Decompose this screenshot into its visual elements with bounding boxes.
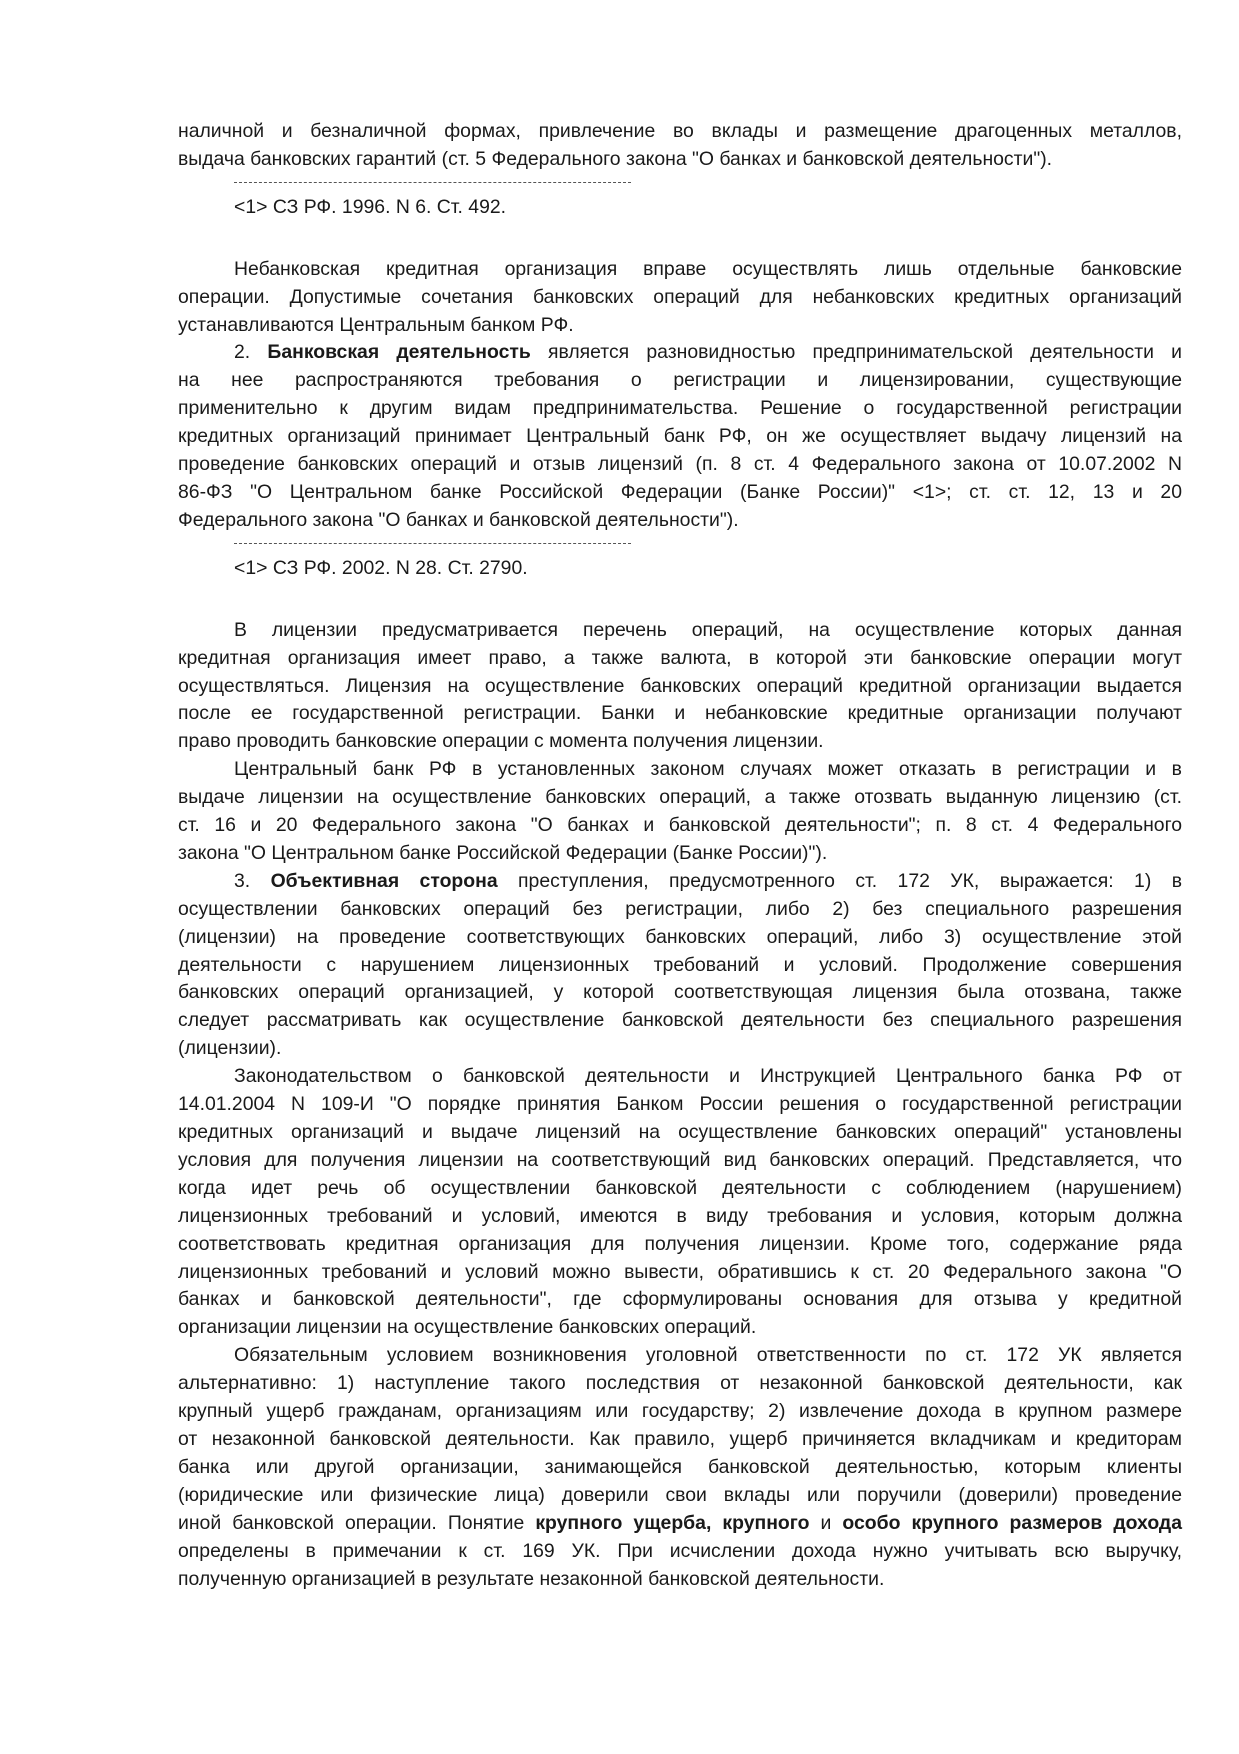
paragraph — [178, 1063, 1182, 1342]
paragraph — [178, 756, 1182, 868]
term-bold: крупного ущерба — [535, 1511, 706, 1534]
text-line — [178, 339, 1182, 367]
text-line: от незаконной банковской деятельности. Как правило, ущерб причиняется вкладчикам и кредиторам — [178, 1427, 1182, 1450]
text-line: 86-ФЗ "О Центральном банке Российской Федерации (Банке России)" <1>; ст. ст. 12, 13 и 20 — [178, 480, 1182, 503]
paragraph — [178, 1342, 1182, 1593]
text-line: устанавливаются Центральным банком РФ. — [178, 313, 574, 336]
text-line: кредитных организаций принимает Центральный банк РФ, он же осуществляет выдачу лицензий на — [178, 425, 1182, 448]
text-line: (лицензии). — [178, 1037, 282, 1060]
text-line: банках и банковской деятельности", где сформулированы основания для отзыва у кредитной — [178, 1288, 1182, 1311]
text-line: проведение банковских операций и отзыв лицензий (п. 8 ст. 4 Федерального закона от 10.07.2002 N — [178, 453, 1182, 476]
text-line: право проводить банковские операции с момента получения лицензии. — [178, 730, 824, 753]
text-line: условия для получения лицензии на соответствующий вид банковских операций. Представляется, что — [178, 1148, 1182, 1171]
text-line: закона "О Центральном банке Российской Федерации (Банке России)"). — [178, 841, 828, 864]
text-line — [178, 868, 1182, 896]
text-line: соответствовать кредитная организация для получения лицензии. Кроме того, содержание ряда — [178, 1232, 1182, 1255]
text-line: кредитная организация имеет право, а также валюта, в которой эти банковские операции могут — [178, 646, 1182, 669]
text-run: преступления, предусмотренного ст. 172 УК, выражается: 1) в — [518, 869, 1182, 892]
text-line: осуществляться. Лицензия на осуществление банковских операций кредитной организации выдается — [178, 674, 1182, 697]
text-line: организации лицензии на осуществление банковских операций. — [178, 1316, 757, 1339]
text-line: выдача банковских гарантий (ст. 5 Федерального закона "О банках и банковской деятельности"). — [178, 147, 1053, 170]
text-line: В лицензии предусматривается перечень операций, на осуществление которых данная — [234, 618, 1182, 641]
text-line: Федерального закона "О банках и банковской деятельности"). — [178, 508, 739, 531]
text-line: банковских операций организацией, у которой соответствующая лицензия была отозвана, также — [178, 981, 1182, 1004]
text-line: 14.01.2004 N 109-И "О порядке принятия Банком России решения о государственной регистрации — [178, 1093, 1182, 1116]
text-line: следует рассматривать как осуществление банковской деятельности без специального разрешения — [178, 1009, 1182, 1032]
text-line: лицензионных требований и условий можно вывести, обратившись к ст. 20 Федерального закона "О — [178, 1260, 1182, 1283]
section-number: 3. — [234, 869, 251, 892]
text-line: после ее государственной регистрации. Банки и небанковские кредитные организации получают — [178, 702, 1182, 725]
text-line: Законодательством о банковской деятельности и Инструкцией Центрального банка РФ от — [234, 1065, 1182, 1088]
text-line: применительно к другим видам предпринимательства. Решение о государственной регистрации — [178, 397, 1182, 420]
section-number: 2. — [234, 341, 251, 364]
text-line: когда идет речь об осуществлении банковской деятельности с соблюдением (нарушением) — [178, 1176, 1182, 1199]
term-bold: крупного — [722, 1511, 810, 1534]
text-line: осуществлении банковских операций без регистрации, либо 2) без специального разрешения — [178, 897, 1182, 920]
paragraph — [178, 868, 1182, 1063]
text-line — [178, 1510, 1182, 1538]
text-run: иной банковской операции. Понятие — [178, 1511, 536, 1534]
text-line: на нее распространяются требования о регистрации и лицензировании, существующие — [178, 369, 1182, 392]
paragraph — [178, 339, 1182, 534]
text-line: Центральный банк РФ в установленных законом случаях может отказать в регистрации и в — [234, 758, 1182, 781]
text-line: операции. Допустимые сочетания банковских операций для небанковских кредитных организаций — [178, 285, 1182, 308]
footnote: <1> СЗ РФ. 1996. N 6. Ст. 492. — [234, 195, 507, 218]
text-line: Обязательным условием возникновения уголовной ответственности по ст. 172 УК является — [234, 1344, 1182, 1367]
paragraph — [178, 118, 1182, 174]
document-page — [178, 118, 1182, 1593]
text-line: Небанковская кредитная организация вправе осуществлять лишь отдельные банковские — [234, 257, 1182, 280]
text-line: полученную организацией в результате незаконной банковской деятельности. — [178, 1567, 885, 1590]
term-bold: особо крупного размеров дохода — [842, 1511, 1183, 1534]
text-line: выдаче лицензии на осуществление банковских операций, а также отозвать выданную лицензию (ст. — [178, 786, 1182, 809]
text-run: , — [705, 1511, 723, 1534]
text-line: деятельности с нарушением лицензионных требований и условий. Продолжение совершения — [178, 953, 1182, 976]
text-line: крупный ущерб гражданам, организациям или государству; 2) извлечение дохода в крупном размере — [178, 1400, 1182, 1423]
text-line: кредитных организаций и выдаче лицензий на осуществление банковских операций" установлены — [178, 1121, 1182, 1143]
text-line: лицензионных требований и условий, имеются в виду требования и условия, которым должна — [178, 1204, 1182, 1227]
text-line: наличной и безналичной формах, привлечение во вклады и размещение драгоценных металлов, — [178, 120, 1182, 142]
text-line: определены в примечании к ст. 169 УК. При исчислении дохода нужно учитывать всю выручку, — [178, 1539, 1182, 1562]
text-line: (лицензии) на проведение соответствующих банковских операций, либо 3) осуществление этой — [178, 925, 1182, 948]
term-bold: Объективная сторона — [270, 869, 498, 892]
text-line: банка или другой организации, занимающейся банковской деятельностью, которым клиенты — [178, 1455, 1182, 1478]
term-bold: Банковская деятельность — [267, 341, 531, 364]
text-run: и — [809, 1511, 843, 1534]
text-line: ст. 16 и 20 Федерального закона "О банках и банковской деятельности"; п. 8 ст. 4 Федерального — [178, 814, 1182, 837]
paragraph — [178, 256, 1182, 340]
text-line: (юридические или физические лица) доверили свои вклады или поручили (доверили) проведение — [178, 1483, 1182, 1506]
paragraph — [178, 617, 1182, 757]
text-line: альтернативно: 1) наступление такого последствия от незаконной банковской деятельности, как — [178, 1372, 1182, 1395]
text-run: является разновидностью предпринимательской деятельности и — [548, 341, 1182, 364]
footnote: <1> СЗ РФ. 2002. N 28. Ст. 2790. — [234, 556, 528, 579]
